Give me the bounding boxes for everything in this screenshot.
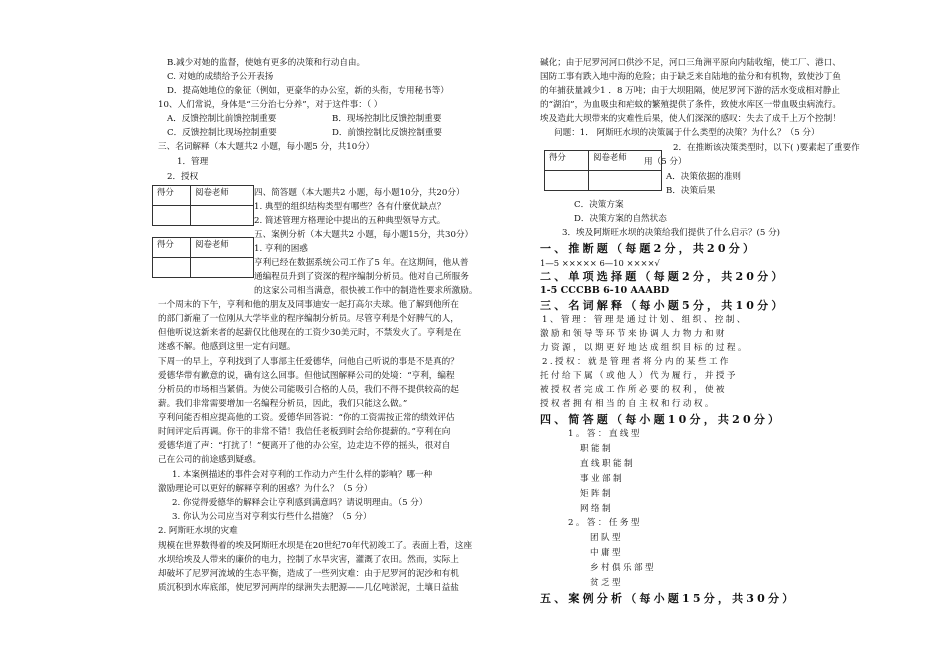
answer-management: 力资源，以期更好地达成组织目标的过程。 xyxy=(540,343,749,353)
case-1-para: 但他听说这新来者的起薪仅比他现在的工资少30美元时，不禁发火了。亨利是在 xyxy=(158,328,462,338)
answer-section-1: 一、推断题（每题2分，共20分） xyxy=(540,242,758,255)
case-1-question-3: 3. 你认为公司应当对亨利实行些什么措施？（5 分） xyxy=(172,512,372,522)
case-2-para: 质沉积到水库底部，使尼罗河两岸的绿洲失去肥源——几亿吨淤泥，土壤日益盐 xyxy=(158,583,459,593)
answer-leadership-style: 团队型 xyxy=(590,533,623,543)
answer-structure-type: 网络制 xyxy=(580,504,613,514)
case-2-para: 国防工事有跌入地中海的危险；由于缺乏来自陆地的盐分和有机物，致使沙丁鱼 xyxy=(540,72,841,82)
term-1: 1．管理 xyxy=(177,157,209,167)
answer-section-2: 二、单项选择题（每题2分，共20分） xyxy=(540,270,786,283)
answer-leadership-style: 中庸型 xyxy=(590,548,623,558)
answer-leadership-style: 贫乏型 xyxy=(590,578,623,588)
choice-b: B．决策后果 xyxy=(666,186,716,196)
case-2-para: 的“湖泊”，为血吸虫和疟蚊的繁殖提供了条件，致使水库区一带血吸虫病流行。 xyxy=(540,100,841,110)
answer-2: 1-5 CCCBB 6-10 AAABD xyxy=(540,285,670,296)
case-1-question-2: 2. 你觉得爱德华的解释会让亨利感到满意吗？请说明理由。（5 分） xyxy=(172,498,428,508)
case-1-para: 时间评定后再调。你干的非常不错！我信任老板到时会给你提薪的。”亨利在向 xyxy=(158,427,451,437)
q10-option-d: D．前馈控制比反馈控制重要 xyxy=(332,128,443,138)
answer-authorization: 托付给下属（或他人）代为履行，并授予 xyxy=(540,371,738,381)
case-1-para: 下周一的早上，亨利找到了人事部主任爱德华，问他自己听说的事是不是真的？ xyxy=(158,357,459,367)
option-c: C. 对她的成绩给予公开表扬 xyxy=(167,72,274,82)
section-4-heading: 四、简答题（本大题共2 小题，每小题10分，共20分） xyxy=(254,188,465,198)
grader-label: 阅卷老师 xyxy=(191,186,254,206)
case-2-question-2: 2．在推断该决策类型时，以下( )要素起了重要作 xyxy=(673,143,860,153)
answer-section-4: 四、简答题（每小题10分，共20分） xyxy=(540,413,783,426)
section-3-heading: 三、名词解释（本大题共2 小题，每小题5 分，共10分） xyxy=(158,142,375,152)
answer-management: 激励和领导等环节来协调人力物力和财 xyxy=(540,329,727,339)
case-1-para: 的这家公司相当满意，很快被工作中的制造性要求所激励。 xyxy=(254,286,478,296)
case-1-para: 爱德华带有歉意的说，确有这么回事。但他试图解释公司的处境：“亨利，编程 xyxy=(158,371,455,381)
score-label: 得分 xyxy=(153,186,191,206)
case-2-question-1: 问题：1． 阿斯旺水坝的决策属于什么类型的决策？为什么？（5 分） xyxy=(554,128,820,138)
term-2: 2．授权 xyxy=(167,172,199,182)
grader-cell[interactable] xyxy=(589,171,662,191)
case-1-question-1: 1. 本案例描述的事件会对亨利的工作动力产生什么样的影响？哪一种 xyxy=(172,470,433,480)
case-1-para: 分析员的市场相当紧俏。为使公司能吸引合格的人员，我们不得不提供较高的起 xyxy=(158,385,459,395)
score-cell[interactable] xyxy=(153,206,191,226)
q10-option-a: A．反馈控制比前馈控制重要 xyxy=(167,114,277,124)
case-1-para: 通编程员升到了资深的程序编制分析员。他对自己所服务 xyxy=(254,272,469,282)
answer-authorization: 2.授权：就是管理者将分内的某些工作 xyxy=(542,357,731,367)
question-10: 10、人们常说，身体是“三分治七分养”，对于这件事：（ ） xyxy=(158,100,383,110)
q10-option-c: C．反馈控制比现场控制重要 xyxy=(167,128,277,138)
case-2-title: 2. 阿斯旺水坝的灾难 xyxy=(158,526,238,536)
short-answer-1: 1. 典型的组织结构类型有哪些？各有什麼优缺点？ xyxy=(254,202,446,212)
case-1-para: 迷惑不解。他感到这里一定有问题。 xyxy=(158,342,296,352)
option-b: B.减少对她的监督，使她有更多的决策和行动自由。 xyxy=(167,58,366,68)
answer-structure-type: 职能制 xyxy=(580,444,613,454)
answer-management: 1、管理：管理是通过计划、组织、控制、 xyxy=(542,315,748,325)
short-answer-2: 2. 简述管理方格理论中提出的五种典型领导方式。 xyxy=(254,216,446,226)
case-2-para: 却破坏了尼罗河流域的生态平衡，造成了一些列灾难：由于尼罗河的泥沙和有机 xyxy=(158,569,459,579)
grader-cell[interactable] xyxy=(191,206,254,226)
score-label: 得分 xyxy=(545,151,589,171)
answer-leadership-style: 乡村俱乐部型 xyxy=(590,563,656,573)
score-label: 得分 xyxy=(153,238,191,258)
option-d: D．提高她地位的象征（例如，更豪华的办公室，新的头衔，专用秘书等） xyxy=(167,86,449,96)
case-2-question-3: 3．埃及阿斯旺水坝的决策给我们提供了什么启示？(5 分) xyxy=(562,228,781,238)
grader-label: 阅卷老师 xyxy=(191,238,254,258)
case-1-para: 己在公司的前途感到疑惑。 xyxy=(158,455,262,465)
choice-d: D．决策方案的自然状态 xyxy=(574,214,667,224)
case-1-para: 一个周末的下午，亨利和他的朋友及同事迪安一起打高尔夫球。他了解到他所在 xyxy=(158,300,459,310)
choice-c: C．决策方案 xyxy=(574,200,624,210)
case-1-para: 爱德华道了声：“打扰了！”便离开了他的办公室，边走边不停的摇头，很对自 xyxy=(158,441,451,451)
q10-option-b: B．现场控制比反馈控制重要 xyxy=(332,114,442,124)
case-1-para: 的部门新雇了一位刚从大学毕业的程序编制分析员。尽管亨利是个好脾气的人， xyxy=(158,314,459,324)
score-table-1 xyxy=(152,185,254,226)
case-1-para: 亨利问能否相应提高他的工资。爱德华回答说：“你的工资需按正常的绩效评估 xyxy=(158,413,455,423)
answer-structure-type: 直线职能制 xyxy=(580,459,635,469)
answer-authorization: 授权者拥有相当的自主权和行动权。 xyxy=(540,399,716,409)
case-2-para: 规模在世界数得着的埃及阿斯旺水坝是在20世纪70年代初竣工了。表面上看，这座 xyxy=(158,541,473,551)
case-1-title: 1. 亨利的困惑 xyxy=(254,244,308,254)
score-cell[interactable] xyxy=(153,258,191,278)
score-table-2 xyxy=(152,237,254,278)
case-2-para: 埃及造此大坝带来的灾难性后果，使人们深深的感叹：失去了成千上万个控制！ xyxy=(540,114,841,124)
answer-section-5: 五、案例分析（每小题15分，共30分） xyxy=(540,592,797,605)
answer-authorization: 被授权者完成工作所必要的权利，使被 xyxy=(540,385,727,395)
choice-a: A．决策依据的准则 xyxy=(666,172,741,182)
answer-structure-type: 矩阵制 xyxy=(580,489,613,499)
case-2-para: 水坝给埃及人带来的廉价的电力，控制了水旱灾害，灌溉了农田。然而，实际上 xyxy=(158,555,459,565)
case-1-para: 薪。我们非常需要增加一名编程分析员，因此，我们只能这么做。” xyxy=(158,399,408,409)
case-2-question-2: 用（5 分） xyxy=(644,157,687,167)
answer-leadership-style: 2。答：任务型 xyxy=(568,518,642,528)
case-2-para: 的年捕获量减少1 ．8 万吨；由于大坝阻隔，使尼罗河下游的活水变成相对静止 xyxy=(540,86,840,96)
case-1-para: 亨利已经在数据系统公司工作了5 年。在这期间，他从普 xyxy=(254,258,469,268)
answer-1: 1—5 ××××× 6—10 ××××√ xyxy=(540,258,660,268)
answer-structure-type: 事业部制 xyxy=(580,474,624,484)
grader-cell[interactable] xyxy=(191,258,254,278)
score-cell[interactable] xyxy=(545,171,589,191)
section-5-heading: 五、案例分析（本大题共2 小题，每小题15分，共30分） xyxy=(254,230,474,240)
answer-structure-type: 1。答：直线型 xyxy=(568,429,642,439)
answer-section-3: 三、名词解释（每小题5分，共10分） xyxy=(540,299,786,312)
case-2-para: 碱化；由于尼罗河河口供沙不足，河口三角洲平原向内陆收缩，使工厂、港口、 xyxy=(540,58,841,68)
grader-label: 阅卷老师 xyxy=(589,151,662,171)
case-1-question-1: 激励理论可以更好的解释亨利的困惑？为什么？（5 分） xyxy=(158,484,373,494)
